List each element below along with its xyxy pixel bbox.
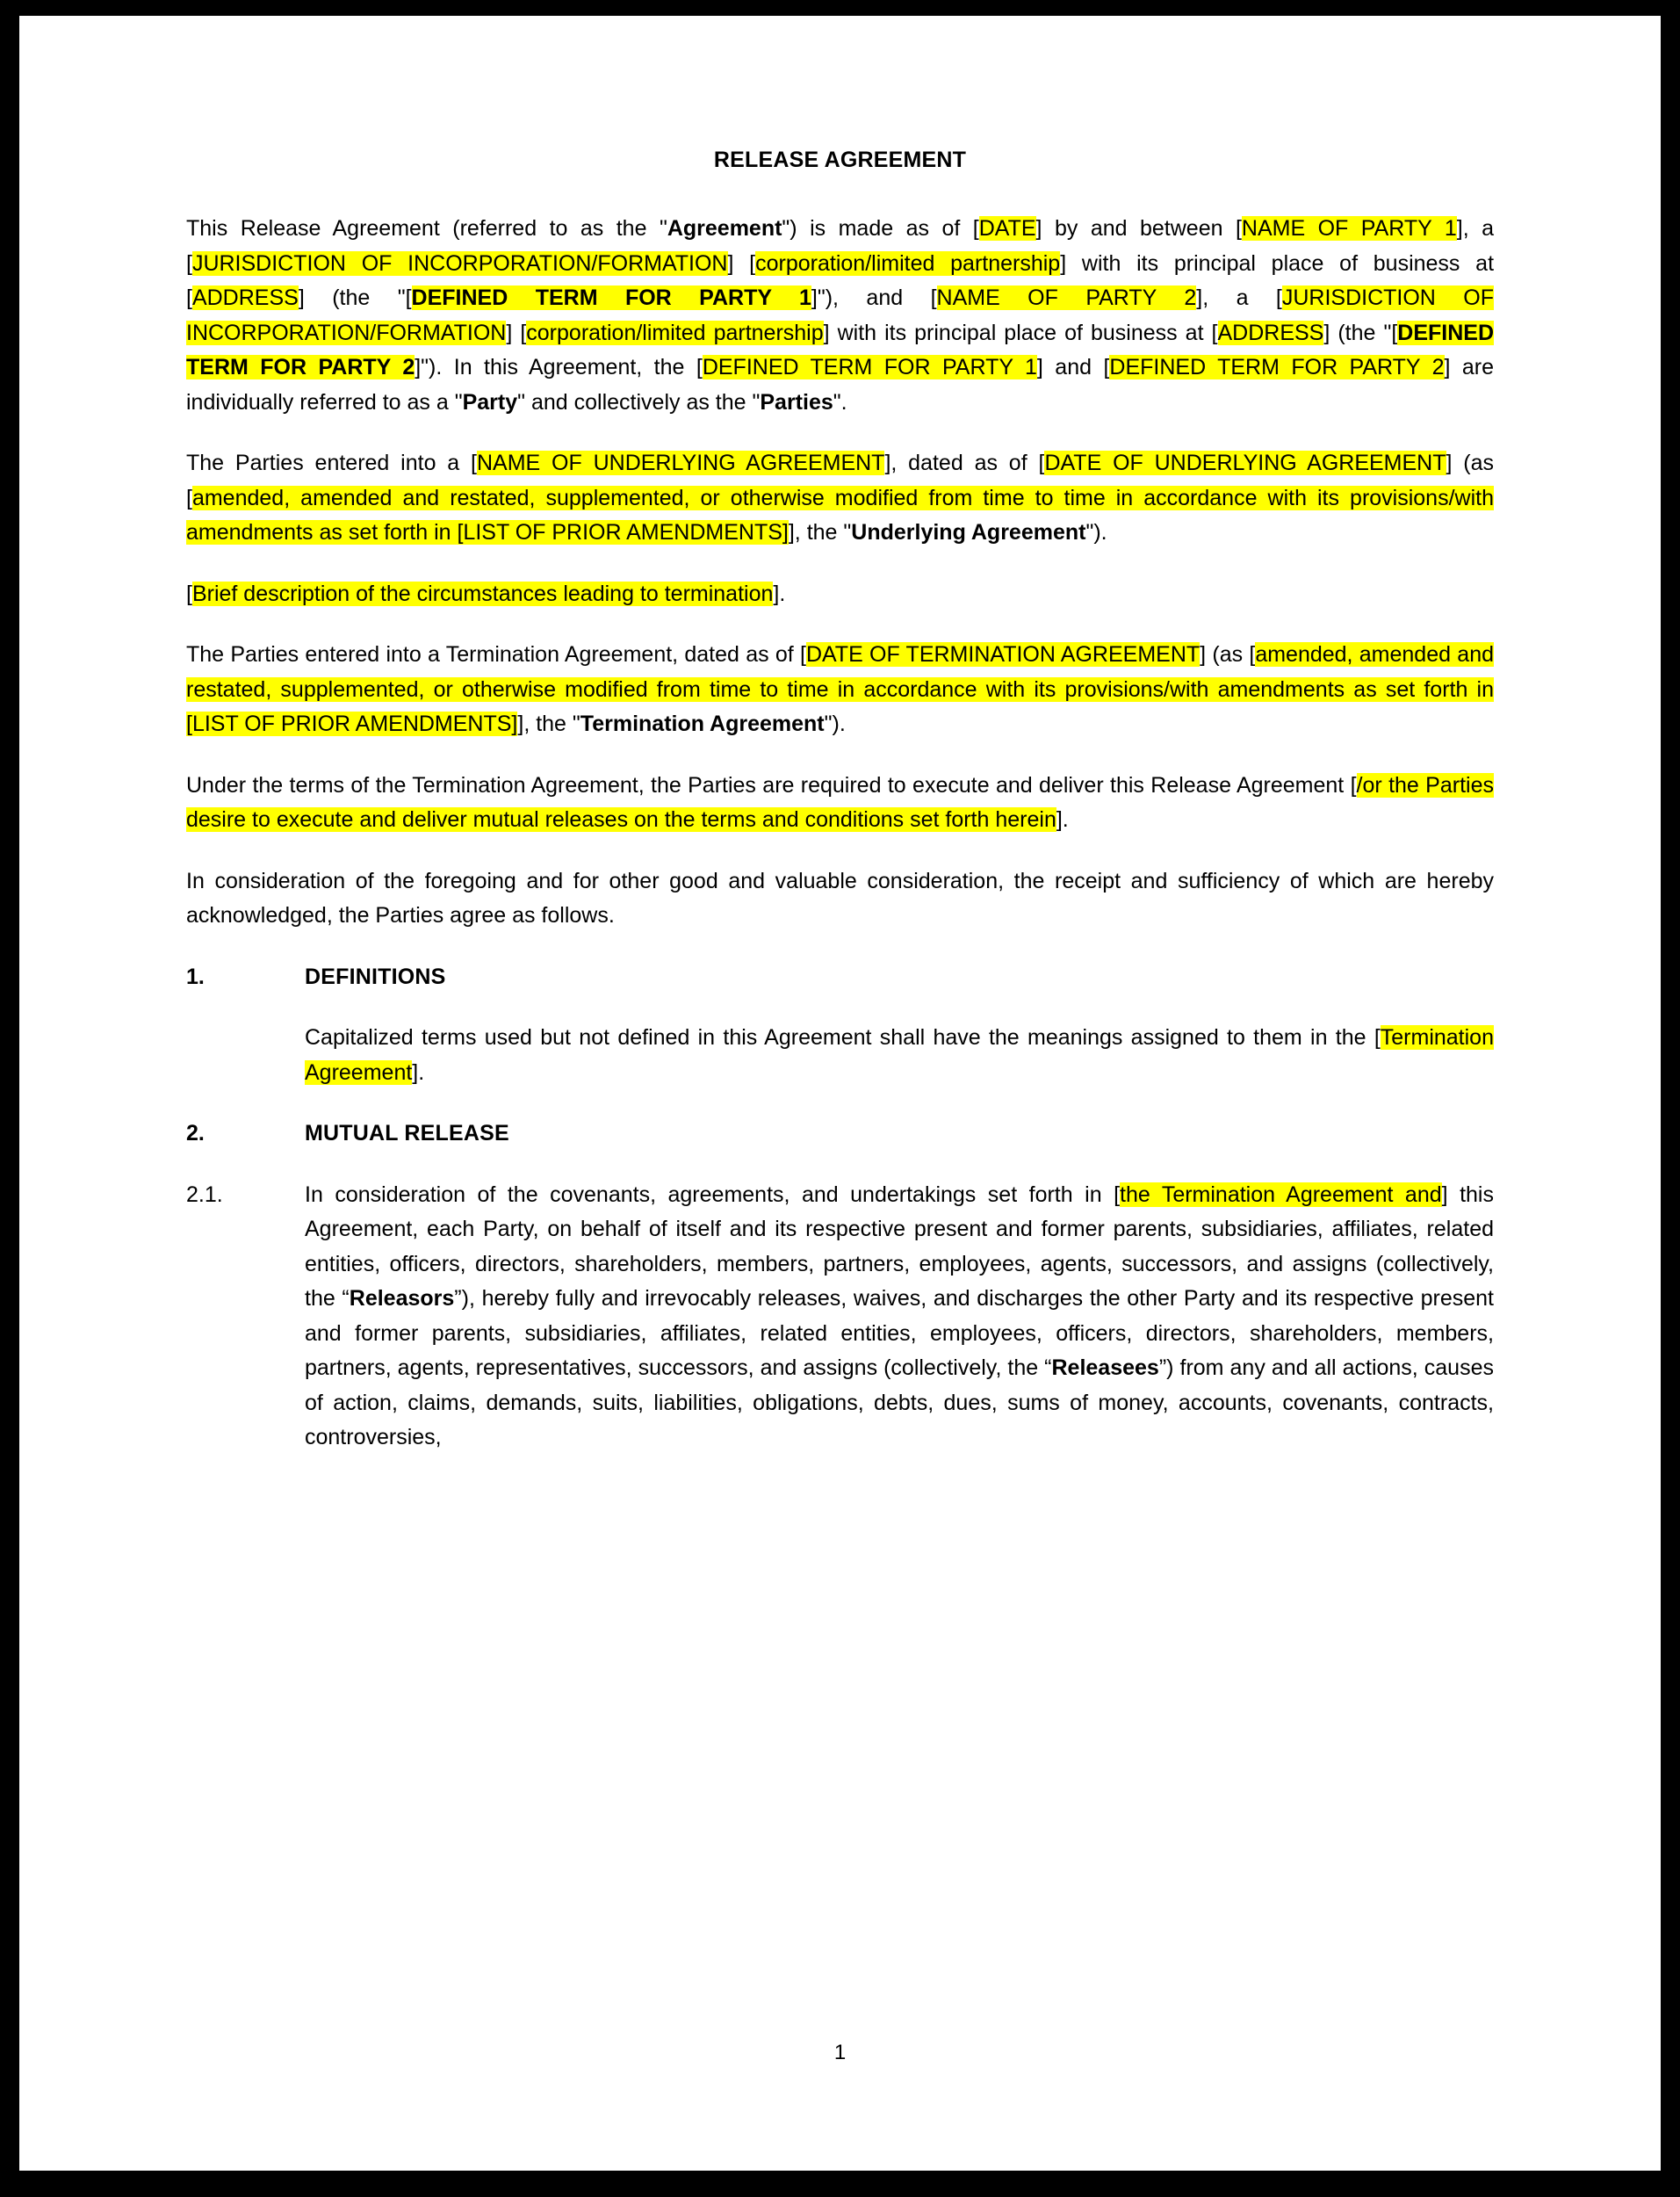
text-run: ].: [773, 581, 786, 606]
placeholder-name-underlying-agreement: NAME OF UNDERLYING AGREEMENT: [476, 451, 885, 475]
text-run: Capitalized terms used but not defined in this Agreement shall have the meanings assigned to them in the [: [305, 1025, 1381, 1050]
text-run: ].: [412, 1059, 425, 1085]
defined-term-party: Party: [462, 389, 518, 415]
text-run: ").: [824, 712, 846, 736]
section-2-heading: MUTUAL RELEASE: [305, 1121, 509, 1145]
placeholder-jurisdiction-party-1: JURISDICTION OF INCORPORATION/FORMATION: [191, 250, 728, 276]
paragraph-execution-requirement: [186, 769, 1494, 838]
placeholder-circumstances-description: Brief description of the circumstances leading to termination: [191, 581, 774, 606]
section-1-heading: DEFINITIONS: [305, 964, 446, 989]
text-run: ], dated as of [: [884, 451, 1045, 475]
text-run: ] (the "[: [298, 285, 412, 310]
text-run: ] (as [: [1200, 642, 1256, 667]
placeholder-termination-agreement-ref: Termination Agreement: [305, 1025, 1494, 1085]
placeholder-date-termination-agreement: DATE OF TERMINATION AGREEMENT: [805, 642, 1201, 667]
text-run: ] [: [727, 250, 756, 276]
defined-term-agreement: Agreement: [667, 216, 782, 241]
placeholder-entity-type-party-2: corporation/limited partnership: [526, 320, 824, 345]
placeholder-date-underlying-agreement: DATE OF UNDERLYING AGREEMENT: [1044, 451, 1446, 475]
text-run: ").: [1085, 520, 1107, 545]
page-number: 1: [833, 2041, 847, 2064]
placeholder-jurisdiction-party-2: JURISDICTION OF INCORPORATION/FORMATION: [186, 285, 1495, 345]
placeholder-entity-type-party-1: corporation/limited partnership: [755, 250, 1061, 276]
placeholder-defined-term-party-1: DEFINED TERM FOR PARTY 1: [411, 285, 811, 310]
text-run: ] (the "[: [1323, 320, 1398, 345]
placeholder-address-party-2: ADDRESS: [1217, 320, 1324, 345]
placeholder-name-party-2: NAME OF PARTY 2: [936, 285, 1197, 310]
clause-2-1-body: [305, 1178, 1494, 1456]
text-run: ], the ": [788, 520, 852, 545]
text-run: ] and [: [1036, 355, 1110, 379]
defined-term-releasees: Releasees: [1051, 1355, 1159, 1380]
placeholder-defined-term-party-2: DEFINED TERM FOR PARTY 2: [186, 320, 1495, 379]
clause-2-1: [186, 1178, 1494, 1456]
section-1-body: [305, 1021, 1494, 1090]
placeholder-amendments-underlying: amended, amended and restated, supplemented, or otherwise modified from time to time in accordance with its provisions/with amendments as set forth in [LIST OF PRIOR AMENDMENTS]: [186, 485, 1494, 545]
section-2-heading-row: [186, 1117, 1494, 1152]
section-1-number: 1.: [186, 964, 205, 989]
text-run: ] by and between [: [1035, 216, 1242, 241]
text-run: [: [186, 581, 192, 606]
defined-term-underlying-agreement: Underlying Agreement: [851, 520, 1086, 545]
paragraph-recital-parties: [186, 212, 1494, 420]
text-run: Under the terms of the Termination Agreement, the Parties are required to execute and deliver this Release Agreement [: [186, 772, 1357, 798]
text-run: ]"), and [: [811, 285, 937, 310]
placeholder-mutual-release-option: /or the Parties desire to execute and deliver mutual releases on the terms and conditions set forth herein: [186, 772, 1494, 832]
section-1-heading-row: [186, 960, 1494, 995]
text-run: ], a [: [186, 216, 1495, 276]
text-run: ]"). In this Agreement, the [: [415, 355, 703, 379]
text-run: ”) from any and all actions, causes of action, claims, demands, suits, liabilities, obligations, debts, dues, sums of money, accounts, covenants, contracts, controversies,: [305, 1355, 1494, 1449]
placeholder-address-party-1: ADDRESS: [191, 285, 299, 310]
placeholder-date: DATE: [978, 216, 1036, 241]
text-run: ] this Agreement, each Party, on behalf of itself and its respective present and former parents, subsidiaries, affiliates, related entities, officers, directors, shareholders, members, partners, employees, agents, successors, and assigns (collectively, the “: [305, 1182, 1494, 1311]
text-run: ] with its principal place of business at [: [186, 250, 1495, 310]
placeholder-amendments-termination: amended, amended and restated, supplemented, or otherwise modified from time to time in accordance with its provisions/with amendments as set forth in [LIST OF PRIOR AMENDMENTS]: [186, 642, 1494, 736]
paragraph-consideration: [186, 864, 1494, 934]
clause-2-1-number: 2.1.: [186, 1182, 223, 1207]
text-run: The Parties entered into a [: [186, 451, 477, 475]
section-2-number: 2.: [186, 1121, 205, 1145]
text-run: ] are individually referred to as a ": [186, 355, 1495, 415]
text-run: ") is made as of [: [782, 216, 979, 241]
text-run: ] (as [: [186, 451, 1495, 510]
defined-term-parties: Parties: [760, 389, 833, 415]
placeholder-defined-term-party-1-ref: DEFINED TERM FOR PARTY 1: [702, 355, 1037, 379]
text-run: In consideration of the foregoing and for other good and valuable consideration, the receipt and sufficiency of which are hereby acknowledged, the Parties agree as follows.: [186, 868, 1494, 928]
text-run: ] [: [506, 320, 527, 345]
document-title: RELEASE AGREEMENT: [713, 148, 967, 172]
text-run: ].: [1056, 807, 1069, 832]
text-run: The Parties entered into a Termination Agreement, dated as of [: [186, 642, 806, 667]
text-run: ] with its principal place of business at [: [823, 320, 1218, 345]
paragraph-underlying-agreement: [186, 446, 1494, 551]
text-run: ], a [: [1196, 285, 1282, 310]
text-run: ".: [833, 389, 847, 415]
placeholder-termination-agreement-and: the Termination Agreement and: [1120, 1182, 1442, 1207]
placeholder-defined-term-party-2-ref: DEFINED TERM FOR PARTY 2: [1109, 355, 1445, 379]
defined-term-termination-agreement: Termination Agreement: [580, 712, 825, 736]
text-run: In consideration of the covenants, agreements, and undertakings set forth in [: [305, 1182, 1121, 1207]
text-run: This Release Agreement (referred to as the ": [186, 216, 667, 241]
text-run: ], the ": [517, 712, 580, 736]
text-run: ”), hereby fully and irrevocably releases, waives, and discharges the other Party and its respective present and former parents, subsidiaries, affiliates, related entities, employees, officers, directors, shareholders, members, partners, agents, representatives, successors, and assigns (collectively, the “: [305, 1286, 1494, 1380]
defined-term-releasors: Releasors: [349, 1286, 455, 1311]
document-page: [19, 16, 1661, 2171]
placeholder-name-party-1: NAME OF PARTY 1: [1241, 216, 1457, 241]
text-run: " and collectively as the ": [517, 389, 761, 415]
paragraph-termination-agreement: [186, 638, 1494, 742]
paragraph-circumstances: [186, 577, 1494, 612]
